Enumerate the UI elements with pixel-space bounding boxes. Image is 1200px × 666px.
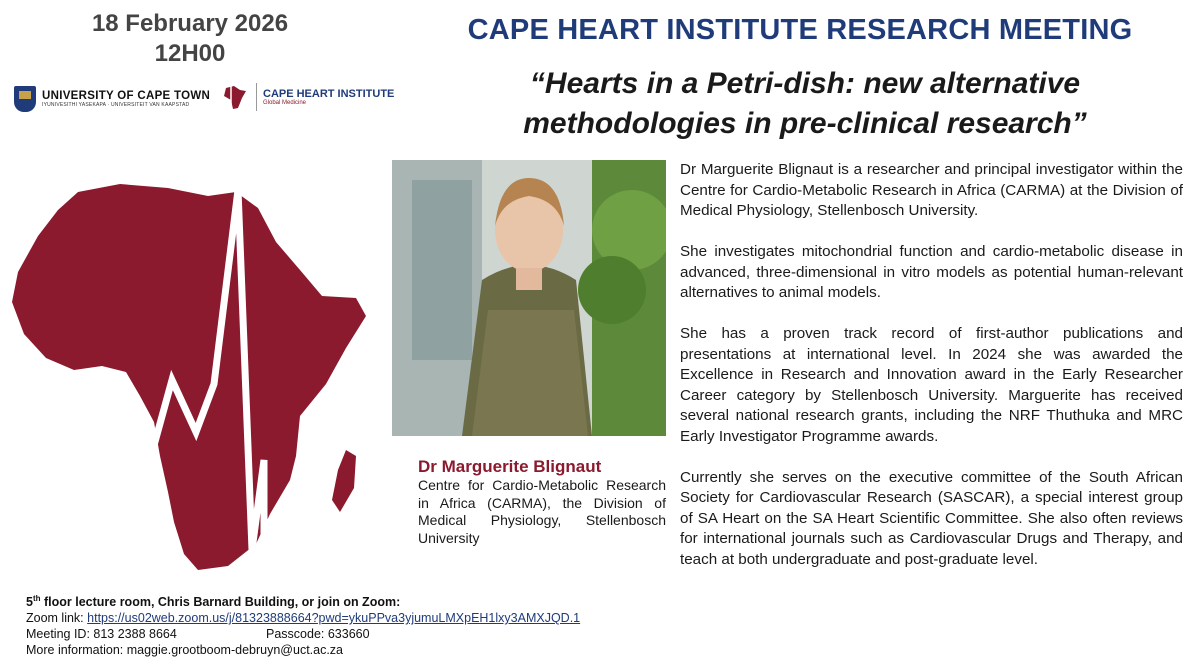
speaker-affiliation: Centre for Cardio-Metabolic Research in Africa (CARMA), the Division of Medical Physiology, Stellenbosch University xyxy=(418,477,666,546)
speaker-photo xyxy=(392,160,666,436)
event-time: 12H00 xyxy=(154,40,226,67)
zoom-link-label: Zoom link: xyxy=(26,611,88,626)
more-info: More information: maggie.grootboom-debruyn@uct.ac.za xyxy=(26,643,344,658)
venue-floor-suffix: th xyxy=(32,594,41,603)
zoom-link-row xyxy=(26,610,666,626)
bio-paragraph: She investigates mitochondrial function and cardio-metabolic disease in advanced, three-dimensional in vitro models as potential human-relevant alternatives to animal models. xyxy=(680,243,1183,301)
uct-logo xyxy=(14,86,210,112)
zoom-link[interactable]: https://us02web.zoom.us/j/81323888664?pwd=ykuPPva3yjumuLMXpEH1lxy3AMXJQD.1 xyxy=(87,611,581,626)
meeting-id: Meeting ID: 813 2388 8664 xyxy=(26,627,177,642)
passcode: Passcode: 633660 xyxy=(266,627,370,642)
event-date: 18 February 2026 xyxy=(91,10,289,37)
speaker-name: Dr Marguerite Blignaut xyxy=(418,457,602,476)
venue-location: floor lecture room, Chris Barnard Building, or join on Zoom: xyxy=(40,595,401,610)
chi-name: CAPE HEART INSTITUTE xyxy=(263,88,395,100)
chi-logo xyxy=(220,82,394,112)
talk-title: “Hearts in a Petri-dish: new alternative methodologies in pre-clinical research” xyxy=(523,67,1087,140)
africa-heartbeat-graphic xyxy=(0,170,380,600)
logo-divider xyxy=(256,83,257,111)
meeting-details-row xyxy=(26,626,666,642)
uct-name: UNIVERSITY OF CAPE TOWN xyxy=(42,90,211,102)
venue-floor-number: 5 xyxy=(26,595,33,610)
page-title: CAPE HEART INSTITUTE RESEARCH MEETING xyxy=(467,14,1133,46)
uct-crest-icon xyxy=(14,86,36,112)
chi-subtitle: Global Medicine xyxy=(263,100,307,106)
uct-subtitle: IYUNIVESITHI YASEKAPA · UNIVERSITEIT VAN KAAPSTAD xyxy=(42,102,190,108)
speaker-bio xyxy=(680,160,1183,591)
venue-title xyxy=(26,591,666,610)
venue-info xyxy=(26,591,666,658)
chi-africa-icon xyxy=(220,82,250,112)
bio-paragraph: Dr Marguerite Blignaut is a researcher and principal investigator within the Centre for Cardio-Metabolic Research in Africa (CARMA) at the Division of Medical Physiology, Stellenbosch University. xyxy=(680,161,1183,219)
bio-paragraph: She has a proven track record of first-author publications and presentations at international level. In 2024 she was awarded the Excellence in Research and Innovation award in the Early Researcher Career category by Stellenbosch University. Marguerite has received several national research grants, including the NRF Thuthuka and MRC Early Investigator Programme awards. xyxy=(680,325,1183,445)
bio-paragraph: Currently she serves on the executive committee of the South African Society for Cardiovascular Research (SASCAR), a special interest group of SA Heart on the SA Heart Scientific Committee. She also often reviews for international journals such as Cardiovascular Drugs and Therapy, and teach at both undergraduate and post-graduate level. xyxy=(680,468,1183,568)
